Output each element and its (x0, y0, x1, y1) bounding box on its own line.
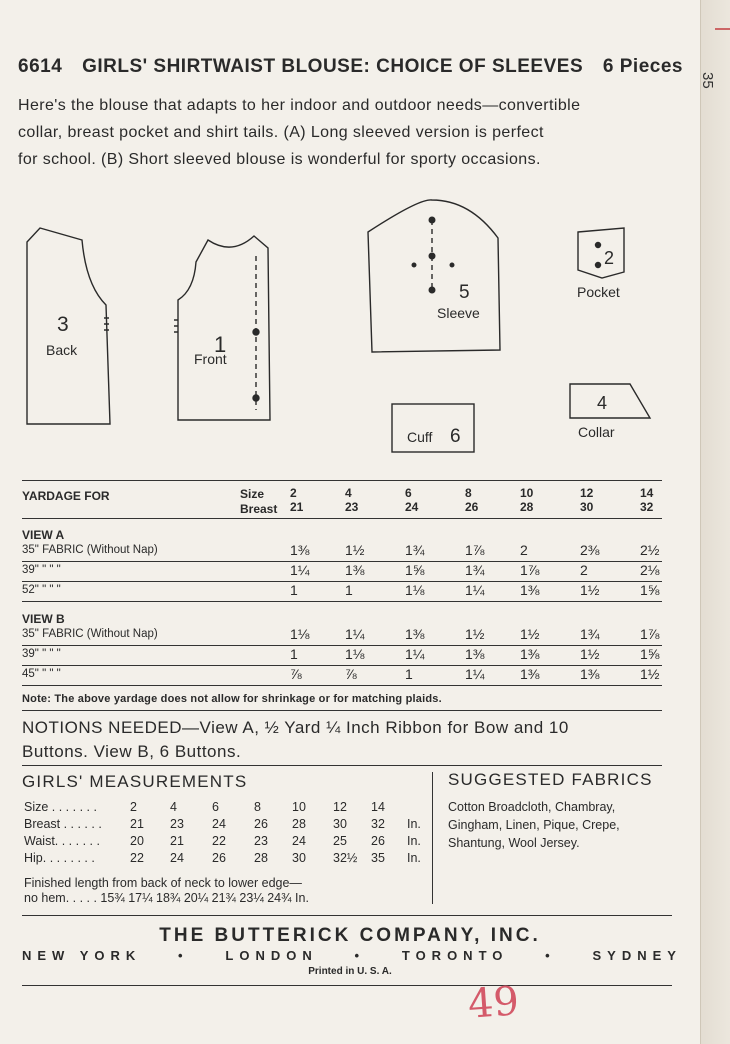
yardage-value: 1¼ (405, 646, 425, 662)
fabric-width-label: 52" " " " (22, 584, 61, 596)
pattern-pieces-diagram (0, 190, 700, 460)
yardage-value: 1⅞ (465, 542, 485, 558)
breast-value: 23 (345, 500, 359, 514)
company-cities (22, 948, 682, 963)
column-divider (432, 772, 433, 904)
yardage-value: 1⅛ (290, 626, 310, 642)
pocket-piece (577, 228, 624, 300)
table-rule (22, 601, 662, 602)
back-piece-label: Back (46, 342, 78, 358)
view-heading: VIEW B (22, 612, 65, 626)
yardage-value: 2 (580, 562, 588, 578)
yardage-value: 1⅞ (640, 626, 660, 642)
yardage-value: 1¾ (405, 542, 425, 558)
suggested-fabrics (448, 798, 688, 852)
fabric-line: Gingham, Linen, Pique, Crepe, (448, 818, 620, 832)
cuff-piece (392, 404, 474, 452)
yardage-value: 1¾ (465, 562, 485, 578)
yardage-value: 1¾ (580, 626, 600, 642)
yardage-value: 2⅛ (640, 562, 660, 578)
table-rule (22, 710, 662, 711)
measurement-value: 4 (170, 800, 177, 814)
measurement-value: 28 (292, 817, 306, 831)
measurement-value: 25 (333, 834, 347, 848)
measurement-label: Size . . . . . . . (24, 800, 97, 814)
collar-piece-number: 4 (597, 393, 608, 413)
yardage-value: 1½ (465, 626, 485, 642)
divider (22, 985, 672, 986)
finished-length-values: no hem. . . . . 15¾ 17¼ 18¾ 20¼ 21¾ 23¼ 24¾ In. (24, 891, 309, 905)
yardage-value: 1 (290, 646, 298, 662)
front-piece-number: 1 (214, 332, 227, 357)
table-rule (22, 480, 662, 481)
fabric-width-label: 45" " " " (22, 668, 61, 680)
size-value: 2 (290, 486, 297, 500)
table-rule (22, 665, 662, 666)
measurement-value: 22 (130, 851, 144, 865)
printed-in: Printed in U. S. A. (308, 966, 392, 977)
size-label: Size (240, 487, 265, 501)
yardage-value: 1⅝ (405, 562, 425, 578)
yardage-value: 1⅛ (345, 646, 365, 662)
back-piece (27, 228, 110, 424)
sleeve-piece-label: Sleeve (437, 305, 480, 321)
fabric-width-label: 39" " " " (22, 564, 61, 576)
city: SYDNEY (592, 948, 682, 963)
yardage-value: ⅞ (290, 666, 302, 682)
breast-value: 30 (580, 500, 594, 514)
measurement-value: 35 (371, 851, 385, 865)
yardage-value: 1½ (640, 666, 660, 682)
measurement-value: 21 (170, 834, 184, 848)
cuff-piece-label: Cuff (407, 429, 433, 445)
breast-label: Breast (240, 502, 278, 516)
fabric-width-label: 35" FABRIC (Without Nap) (22, 544, 158, 556)
handwritten-price: 49 (466, 978, 521, 1028)
measurement-value: 6 (212, 800, 219, 814)
yardage-value: 1¼ (290, 562, 310, 578)
measurements-heading: GIRLS' MEASUREMENTS (22, 772, 248, 791)
fabric-width-label: 35" FABRIC (Without Nap) (22, 628, 158, 640)
yardage-value: 1⅜ (345, 562, 365, 578)
sleeve-piece-number: 5 (459, 282, 470, 303)
yardage-value: 1⅝ (640, 646, 660, 662)
table-rule (22, 645, 662, 646)
measurement-value: 24 (292, 834, 306, 848)
collar-piece (570, 384, 650, 440)
table-rule (22, 581, 662, 582)
measurement-value: 24 (170, 851, 184, 865)
measurement-value: 12 (333, 800, 347, 814)
yardage-value: 1¼ (345, 626, 365, 642)
front-piece-label: Front (194, 351, 227, 367)
separator-dot: • (545, 948, 556, 963)
measurement-value: 28 (254, 851, 268, 865)
yardage-value: 1⅜ (465, 646, 485, 662)
measurement-value: 30 (333, 817, 347, 831)
notions-line: Buttons. View B, 6 Buttons. (22, 742, 242, 761)
description (18, 92, 678, 173)
yardage-value: 1⅛ (405, 582, 425, 598)
pocket-piece-number: 2 (604, 248, 615, 268)
measurement-value: 32 (371, 817, 385, 831)
yardage-value: 1½ (520, 626, 540, 642)
yardage-value: 2½ (640, 542, 660, 558)
size-value: 10 (520, 486, 534, 500)
measurement-value: 32½ (333, 851, 358, 865)
measurement-value: 26 (212, 851, 226, 865)
notions-needed (22, 716, 682, 764)
measurement-value: 23 (254, 834, 268, 848)
yardage-value: 1⅜ (405, 626, 425, 642)
yardage-value: 1⅜ (290, 542, 310, 558)
measurement-value: 26 (371, 834, 385, 848)
back-piece-number: 3 (57, 313, 69, 336)
measurement-unit: In. (407, 834, 421, 848)
pattern-header (18, 56, 683, 78)
divider (22, 915, 672, 916)
measurement-value: 24 (212, 817, 226, 831)
measurement-label: Waist. . . . . . . (24, 834, 100, 848)
pattern-number: 6614 (18, 56, 63, 77)
yardage-value: 1 (345, 582, 353, 598)
yardage-value: 1¼ (465, 582, 485, 598)
measurement-value: 20 (130, 834, 144, 848)
sleeve-piece (368, 200, 500, 352)
yardage-value: 1⅝ (640, 582, 660, 598)
breast-value: 21 (290, 500, 304, 514)
measurement-value: 8 (254, 800, 261, 814)
pocket-piece-label: Pocket (577, 284, 620, 300)
measurement-value: 21 (130, 817, 144, 831)
yardage-value: 1½ (345, 542, 365, 558)
front-piece (174, 236, 270, 420)
separator-dot: • (178, 948, 189, 963)
measurement-value: 14 (371, 800, 385, 814)
fabrics-heading: SUGGESTED FABRICS (448, 770, 653, 789)
description-line: for school. (B) Short sleeved blouse is wonderful for sporty occasions. (18, 151, 541, 168)
breast-value: 32 (640, 500, 654, 514)
table-rule (22, 518, 662, 519)
yardage-value: 1⅜ (520, 582, 540, 598)
yardage-value: 1 (405, 666, 413, 682)
fabric-line: Cotton Broadcloth, Chambray, (448, 800, 616, 814)
size-value: 8 (465, 486, 472, 500)
yardage-note: Note: The above yardage does not allow for shrinkage or for matching plaids. (22, 693, 442, 705)
yardage-title: YARDAGE FOR (22, 489, 110, 503)
yardage-value: 1⅜ (520, 666, 540, 682)
pattern-title: GIRLS' SHIRTWAIST BLOUSE: CHOICE OF SLEEVES (82, 56, 584, 77)
separator-dot: • (354, 948, 366, 963)
measurement-value: 22 (212, 834, 226, 848)
table-rule (22, 685, 662, 686)
yardage-value: ⅞ (345, 666, 357, 682)
collar-piece-label: Collar (578, 424, 615, 440)
yardage-value: 1½ (580, 646, 600, 662)
measurement-value: 30 (292, 851, 306, 865)
yardage-value: 1⅜ (580, 666, 600, 682)
table-rule (22, 561, 662, 562)
measurement-label: Breast . . . . . . (24, 817, 102, 831)
measurement-value: 26 (254, 817, 268, 831)
measurement-value: 2 (130, 800, 137, 814)
size-value: 12 (580, 486, 594, 500)
yardage-value: 2 (520, 542, 528, 558)
fabric-width-label: 39" " " " (22, 648, 61, 660)
measurement-value: 23 (170, 817, 184, 831)
fabric-line: Shantung, Wool Jersey. (448, 836, 580, 850)
size-value: 6 (405, 486, 412, 500)
edge-mark (715, 28, 730, 30)
company-name: THE BUTTERICK COMPANY, INC. (159, 925, 541, 946)
size-value: 4 (345, 486, 352, 500)
notions-line: —View A, ½ Yard ¼ Inch Ribbon for Bow and 10 (182, 718, 569, 737)
measurement-label: Hip. . . . . . . . (24, 851, 95, 865)
measurement-unit: In. (407, 851, 421, 865)
city: LONDON (225, 948, 318, 963)
breast-value: 28 (520, 500, 534, 514)
breast-value: 26 (465, 500, 479, 514)
cuff-piece-number: 6 (450, 426, 461, 447)
yardage-value: 1¼ (465, 666, 485, 682)
measurement-value: 10 (292, 800, 306, 814)
description-line: Here's the blouse that adapts to her indoor and outdoor needs—convertible (18, 97, 581, 114)
envelope-edge (700, 0, 730, 1044)
yardage-value: 1 (290, 582, 298, 598)
yardage-value: 1½ (580, 582, 600, 598)
yardage-value: 1⅜ (520, 646, 540, 662)
edge-text: 35 (699, 72, 716, 89)
view-heading: VIEW A (22, 528, 65, 542)
measurement-unit: In. (407, 817, 421, 831)
divider (22, 765, 662, 766)
finished-length-line: Finished length from back of neck to lower edge— (24, 876, 302, 890)
city: TORONTO (401, 948, 509, 963)
size-value: 14 (640, 486, 654, 500)
breast-value: 24 (405, 500, 419, 514)
pieces-count: 6 Pieces (602, 56, 683, 77)
notions-heading: NOTIONS NEEDED (22, 718, 183, 737)
description-line: collar, breast pocket and shirt tails. (A) Long sleeved version is perfect (18, 124, 544, 141)
city: NEW YORK (22, 948, 142, 963)
yardage-value: 1⅞ (520, 562, 540, 578)
yardage-value: 2⅜ (580, 542, 600, 558)
